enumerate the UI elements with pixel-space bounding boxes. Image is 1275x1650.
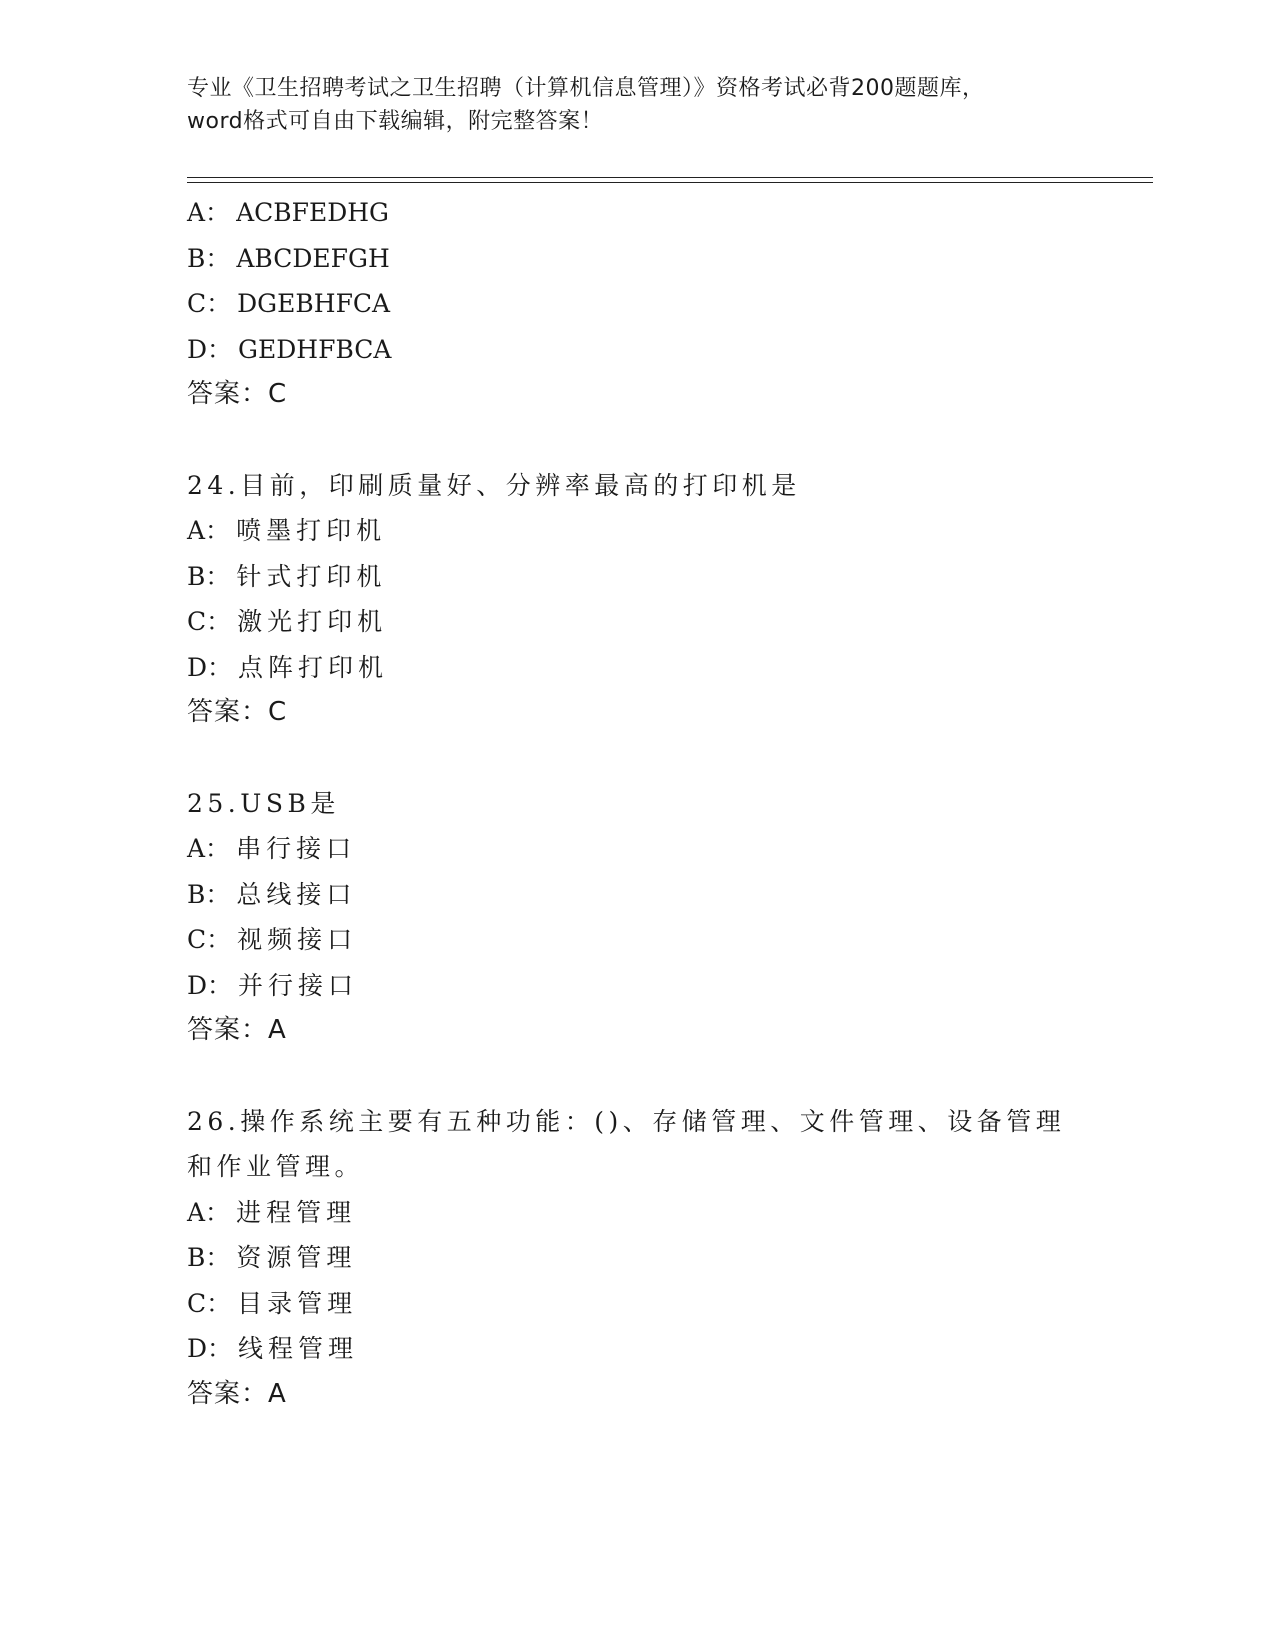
- option-a: A： 喷墨打印机: [187, 516, 387, 545]
- option-c: C： DGEBHFCA: [187, 289, 391, 318]
- answer-line: 答案：C: [187, 697, 288, 727]
- header-title-line-1: 专业《卫生招聘考试之卫生招聘（计算机信息管理）》资格考试必背200题题库，: [187, 76, 985, 101]
- option-d: D： GEDHFBCA: [187, 334, 392, 364]
- header-title-line-2: word格式可自由下载编辑，附完整答案！: [187, 109, 604, 134]
- option-b: B： ABCDEFGH: [187, 243, 390, 273]
- option-d: D： 点阵打印机: [187, 652, 389, 682]
- option-a: A： ACBFEDHG: [187, 198, 390, 227]
- option-a: A： 串行接口: [187, 834, 357, 863]
- question-26: [187, 1099, 1087, 1418]
- header-divider-top: [187, 177, 1153, 178]
- question-23-continued: [187, 190, 1087, 418]
- option-b: B： 针式打印机: [187, 561, 387, 591]
- answer-line: 答案：A: [187, 1015, 287, 1045]
- option-c: C： 目录管理: [187, 1288, 358, 1318]
- spacer: [187, 1054, 1087, 1099]
- question-24: [187, 463, 1087, 736]
- header-divider-bottom: [187, 182, 1153, 183]
- option-c: C： 激光打印机: [187, 607, 388, 636]
- question-stem: 24.目前，印刷质量好、分辨率最高的打印机是: [187, 470, 801, 500]
- document-header: [187, 72, 1087, 138]
- option-d: D： 线程管理: [187, 1334, 359, 1363]
- answer-line: 答案：A: [187, 1378, 287, 1409]
- spacer: [187, 418, 1087, 463]
- spacer: [187, 736, 1087, 781]
- option-c: C： 视频接口: [187, 925, 358, 954]
- question-stem: 26.操作系统主要有五种功能：()、存储管理、文件管理、设备管理和作业管理。: [187, 1106, 1066, 1181]
- option-a: A： 进程管理: [187, 1197, 357, 1227]
- question-25: [187, 781, 1087, 1054]
- option-d: D： 并行接口: [187, 970, 359, 1000]
- option-b: B： 资源管理: [187, 1243, 357, 1272]
- question-stem: 25.USB是: [187, 788, 340, 818]
- question-list: [187, 190, 1087, 1417]
- answer-line: 答案：C: [187, 379, 288, 409]
- option-b: B： 总线接口: [187, 879, 357, 909]
